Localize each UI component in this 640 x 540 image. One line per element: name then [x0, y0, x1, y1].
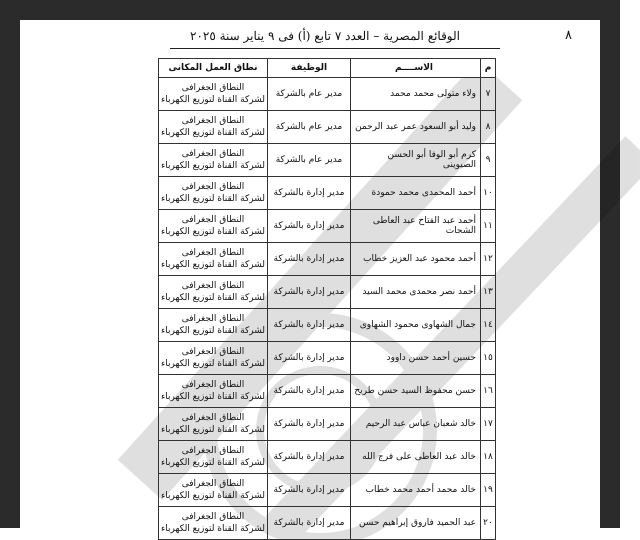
- table-row: [159, 177, 496, 210]
- row-scope: [159, 210, 268, 243]
- scope-line-1: النطاق الجغرافى: [181, 281, 245, 291]
- scope-line-2: لشركة القناة لتوزيع الكهرباء: [161, 326, 265, 336]
- page-header: [20, 26, 600, 48]
- row-number: ٩: [481, 144, 496, 177]
- row-job: مدير عام بالشركة: [268, 111, 351, 144]
- row-name: وليد أبو السعود عمر عبد الرحمن: [351, 111, 481, 144]
- scope-line-1: النطاق الجغرافى: [181, 380, 245, 390]
- row-name: كرم أبو الوفا أبو الحسن الصيوينى: [351, 144, 481, 177]
- page-number: ٨: [565, 28, 572, 43]
- row-job: مدير عام بالشركة: [268, 144, 351, 177]
- column-header-name: الاســــم: [351, 59, 481, 78]
- row-scope: [159, 507, 268, 540]
- row-number: ١٤: [481, 309, 496, 342]
- row-job: مدير إدارة بالشركة: [268, 210, 351, 243]
- table-row: [159, 441, 496, 474]
- scope-line-2: لشركة القناة لتوزيع الكهرباء: [161, 293, 265, 303]
- table-header-row: [159, 59, 496, 78]
- row-name: حسن محفوظ السيد حسن طريح: [351, 375, 481, 408]
- scope-line-1: النطاق الجغرافى: [181, 215, 245, 225]
- column-header-scope: نطاق العمل المكانى: [159, 59, 268, 78]
- row-number: ١٣: [481, 276, 496, 309]
- scope-line-2: لشركة القناة لتوزيع الكهرباء: [161, 524, 265, 534]
- row-scope: [159, 177, 268, 210]
- table-row: [159, 408, 496, 441]
- row-scope: [159, 243, 268, 276]
- scope-line-2: لشركة القناة لتوزيع الكهرباء: [161, 392, 265, 402]
- table-row: [159, 375, 496, 408]
- row-number: ١٠: [481, 177, 496, 210]
- scope-line-2: لشركة القناة لتوزيع الكهرباء: [161, 161, 265, 171]
- row-scope: [159, 375, 268, 408]
- header-rule: [170, 48, 500, 49]
- table-row: [159, 474, 496, 507]
- row-number: ١٢: [481, 243, 496, 276]
- row-scope: [159, 78, 268, 111]
- row-number: ١٩: [481, 474, 496, 507]
- scope-line-2: لشركة القناة لتوزيع الكهرباء: [161, 359, 265, 369]
- scope-line-1: النطاق الجغرافى: [181, 116, 245, 126]
- row-name: أحمد محمود عبد العزيز خطاب: [351, 243, 481, 276]
- row-scope: [159, 276, 268, 309]
- row-job: مدير عام بالشركة: [268, 78, 351, 111]
- scope-line-1: النطاق الجغرافى: [181, 83, 245, 93]
- scope-line-1: النطاق الجغرافى: [181, 347, 245, 357]
- row-name: أحمد المحمدى محمد حمودة: [351, 177, 481, 210]
- row-scope: [159, 309, 268, 342]
- row-job: مدير إدارة بالشركة: [268, 342, 351, 375]
- row-number: ٨: [481, 111, 496, 144]
- row-name: أحمد عبد الفتاح عبد العاطى الشحات: [351, 210, 481, 243]
- row-number: ٢٠: [481, 507, 496, 540]
- row-scope: [159, 441, 268, 474]
- row-number: ٧: [481, 78, 496, 111]
- table-row: [159, 507, 496, 540]
- row-name: عبد الحميد فاروق إبراهيم حسن: [351, 507, 481, 540]
- scope-line-2: لشركة القناة لتوزيع الكهرباء: [161, 227, 265, 237]
- employees-table: [158, 58, 496, 540]
- row-scope: [159, 408, 268, 441]
- scope-line-2: لشركة القناة لتوزيع الكهرباء: [161, 458, 265, 468]
- scope-line-1: النطاق الجغرافى: [181, 149, 245, 159]
- scope-line-1: النطاق الجغرافى: [181, 182, 245, 192]
- row-scope: [159, 474, 268, 507]
- document-page: [20, 20, 600, 534]
- table-row: [159, 210, 496, 243]
- table-row: [159, 243, 496, 276]
- scope-line-1: النطاق الجغرافى: [181, 314, 245, 324]
- scope-line-2: لشركة القناة لتوزيع الكهرباء: [161, 425, 265, 435]
- row-name: جمال الشهاوى محمود الشهاوى: [351, 309, 481, 342]
- row-job: مدير إدارة بالشركة: [268, 243, 351, 276]
- row-name: خالد محمد أحمد محمد خطاب: [351, 474, 481, 507]
- table-row: [159, 276, 496, 309]
- page-title: الوقائع المصرية – العدد ٧ تابع (أ) فى ٩ يناير سنة ٢٠٢٥: [190, 29, 460, 43]
- table-row: [159, 309, 496, 342]
- row-job: مدير إدارة بالشركة: [268, 507, 351, 540]
- scope-line-1: النطاق الجغرافى: [181, 248, 245, 258]
- scope-line-2: لشركة القناة لتوزيع الكهرباء: [161, 95, 265, 105]
- table-row: [159, 342, 496, 375]
- scope-line-2: لشركة القناة لتوزيع الكهرباء: [161, 491, 265, 501]
- scope-line-1: النطاق الجغرافى: [181, 479, 245, 489]
- row-job: مدير إدارة بالشركة: [268, 177, 351, 210]
- row-job: مدير إدارة بالشركة: [268, 276, 351, 309]
- scope-line-2: لشركة القناة لتوزيع الكهرباء: [161, 128, 265, 138]
- column-header-number: م: [481, 59, 496, 78]
- row-job: مدير إدارة بالشركة: [268, 375, 351, 408]
- window-frame-top: [0, 0, 620, 20]
- row-scope: [159, 111, 268, 144]
- row-job: مدير إدارة بالشركة: [268, 408, 351, 441]
- window-frame-left: [0, 0, 20, 528]
- scope-line-1: النطاق الجغرافى: [181, 413, 245, 423]
- row-number: ١٦: [481, 375, 496, 408]
- row-name: ولاء متولى محمد محمد: [351, 78, 481, 111]
- window-frame-right: [600, 0, 620, 528]
- table-row: [159, 111, 496, 144]
- table-row: [159, 78, 496, 111]
- row-job: مدير إدارة بالشركة: [268, 441, 351, 474]
- row-name: خالد عبد العاطى على فرج الله: [351, 441, 481, 474]
- row-number: ١٥: [481, 342, 496, 375]
- table-row: [159, 144, 496, 177]
- scope-line-2: لشركة القناة لتوزيع الكهرباء: [161, 260, 265, 270]
- scope-line-2: لشركة القناة لتوزيع الكهرباء: [161, 194, 265, 204]
- scope-line-1: النطاق الجغرافى: [181, 446, 245, 456]
- row-job: مدير إدارة بالشركة: [268, 474, 351, 507]
- row-number: ١٧: [481, 408, 496, 441]
- row-number: ١٨: [481, 441, 496, 474]
- row-scope: [159, 342, 268, 375]
- row-name: خالد شعبان عباس عبد الرحيم: [351, 408, 481, 441]
- row-job: مدير إدارة بالشركة: [268, 309, 351, 342]
- row-name: حسين أحمد حسن داوود: [351, 342, 481, 375]
- column-header-job: الوظيفة: [268, 59, 351, 78]
- row-name: أحمد نصر محمدى محمد السيد: [351, 276, 481, 309]
- scope-line-1: النطاق الجغرافى: [181, 512, 245, 522]
- row-number: ١١: [481, 210, 496, 243]
- row-scope: [159, 144, 268, 177]
